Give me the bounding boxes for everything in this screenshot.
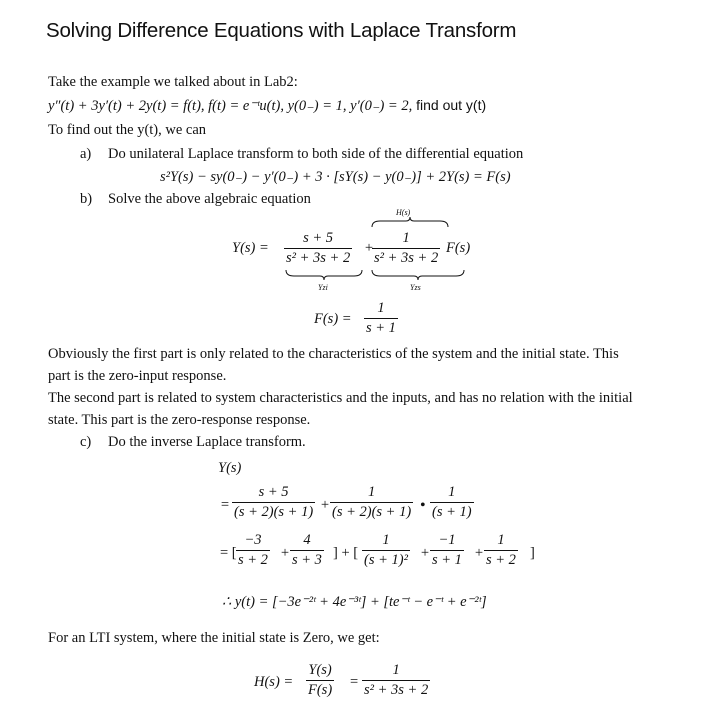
page-title: Solving Difference Equations with Laplace Transform	[46, 19, 517, 42]
inv-r1-f3-num: 1	[448, 484, 456, 500]
ys-fraction-2	[372, 230, 440, 267]
inv-r2-mid: ] + [	[333, 545, 359, 561]
inv-r2-b	[290, 532, 324, 569]
fs-den: s + 1	[366, 320, 396, 336]
inv-r2-b-den: s + 3	[292, 552, 322, 568]
brace-zs	[370, 270, 466, 282]
para-1-line-2: part is the zero-input response.	[48, 368, 227, 384]
ys-plus: +	[364, 240, 374, 256]
inv-r1-f2-den: (s + 2)(s + 1)	[332, 504, 412, 520]
brace-top-label: H(s)	[396, 208, 411, 217]
inverse-ys: Y(s)	[218, 460, 242, 476]
ode-equation: y″(t) + 3y′(t) + 2y(t) = f(t), f(t) = e⁻ᵗu(t), y(0₋) = 1, y′(0₋) = 2,	[48, 98, 413, 114]
inv-r1-f2	[330, 484, 413, 521]
inv-r2-a-den: s + 2	[238, 552, 268, 568]
hs-fraction-2	[362, 662, 430, 699]
inv-r2-a	[236, 532, 270, 569]
fs-fraction	[364, 300, 398, 337]
ys-tail: F(s)	[446, 240, 471, 256]
inv-r2-d-num: −1	[438, 532, 456, 548]
inv-r2-plus1: +	[280, 545, 290, 561]
inv-r1-f2-num: 1	[367, 484, 376, 500]
inv-r1-plus: +	[320, 497, 330, 513]
ys-fraction-1-num: s + 5	[303, 230, 334, 246]
inv-r2-open: = [	[220, 545, 237, 561]
brace-zi	[284, 270, 364, 282]
inv-r2-b-num: 4	[303, 532, 311, 548]
ode-line	[48, 97, 486, 115]
inv-r2-e-den: s + 2	[486, 552, 516, 568]
step-a-label: a)	[80, 146, 92, 162]
inv-r2-a-num: −3	[244, 532, 262, 548]
ys-fraction-1	[284, 230, 352, 267]
step-b-text: Solve the above algebraic equation	[108, 191, 311, 207]
brace-zi-label: Yzi	[318, 283, 328, 292]
ys-fraction-2-den: s² + 3s + 2	[374, 250, 439, 266]
inverse-eq1: =	[220, 497, 230, 513]
inv-r2-c-den: (s + 1)²	[364, 552, 408, 568]
inv-r2-c	[362, 532, 410, 569]
step-a-equation: s²Y(s) − sy(0₋) − y′(0₋) + 3 · [sY(s) − y(0₋)] + 2Y(s) = F(s)	[160, 169, 511, 185]
step-c-label: c)	[80, 434, 92, 450]
ys-lhs: Y(s) =	[232, 240, 269, 256]
ode-tail: find out y(t)	[412, 97, 487, 113]
ys-fraction-1-den: s² + 3s + 2	[286, 250, 351, 266]
hs-f2-den: s² + 3s + 2	[364, 682, 429, 698]
ys-fraction-2-num: 1	[402, 230, 410, 246]
yt-result: ∴ y(t) = [−3e⁻²ᵗ + 4e⁻³ᵗ] + [te⁻ᵗ − e⁻ᵗ + e⁻²ᵗ]	[222, 594, 487, 610]
hs-f2-num: 1	[392, 662, 400, 678]
fs-lhs: F(s) =	[314, 311, 352, 327]
hs-f1-num: Y(s)	[308, 662, 332, 678]
inv-r1-f1	[232, 484, 315, 521]
hs-lhs: H(s) =	[254, 674, 294, 690]
fs-num: 1	[377, 300, 385, 316]
inv-r2-close: ]	[530, 545, 535, 561]
inv-r2-d	[430, 532, 464, 569]
brace-zs-label: Yzs	[410, 283, 421, 292]
inv-r2-plus3: +	[474, 545, 484, 561]
step-a-text: Do unilateral Laplace transform to both side of the differential equation	[108, 146, 524, 162]
inv-r1-f3-den: (s + 1)	[432, 504, 472, 520]
brace-top	[370, 217, 450, 229]
hs-f1-den: F(s)	[308, 682, 333, 698]
inv-r2-d-den: s + 1	[432, 552, 462, 568]
hs-eq: =	[350, 674, 359, 690]
inv-r1-f1-num: s + 5	[258, 484, 289, 500]
lti-text: For an LTI system, where the initial state is Zero, we get:	[48, 630, 380, 646]
inv-r1-f3	[430, 484, 474, 521]
step-b-label: b)	[80, 191, 93, 207]
inv-r1-dot: •	[420, 497, 426, 514]
inv-r2-c-num: 1	[382, 532, 390, 548]
para-2-line-1: The second part is related to system characteristics and the inputs, and has no relation with the initial	[48, 390, 633, 406]
para-2-line-2: state. This part is the zero-response response.	[48, 412, 311, 428]
step-c-text: Do the inverse Laplace transform.	[108, 434, 306, 450]
para-1-line-1: Obviously the first part is only related to the characteristics of the system and the initial state. This	[48, 346, 619, 362]
to-find-text: To find out the y(t), we can	[48, 122, 207, 138]
intro-text: Take the example we talked about in Lab2:	[48, 74, 298, 90]
inv-r2-plus2: +	[420, 545, 430, 561]
inv-r1-f1-den: (s + 2)(s + 1)	[234, 504, 314, 520]
inv-r2-e	[484, 532, 518, 569]
hs-fraction-1	[306, 662, 334, 699]
inv-r2-e-num: 1	[497, 532, 505, 548]
